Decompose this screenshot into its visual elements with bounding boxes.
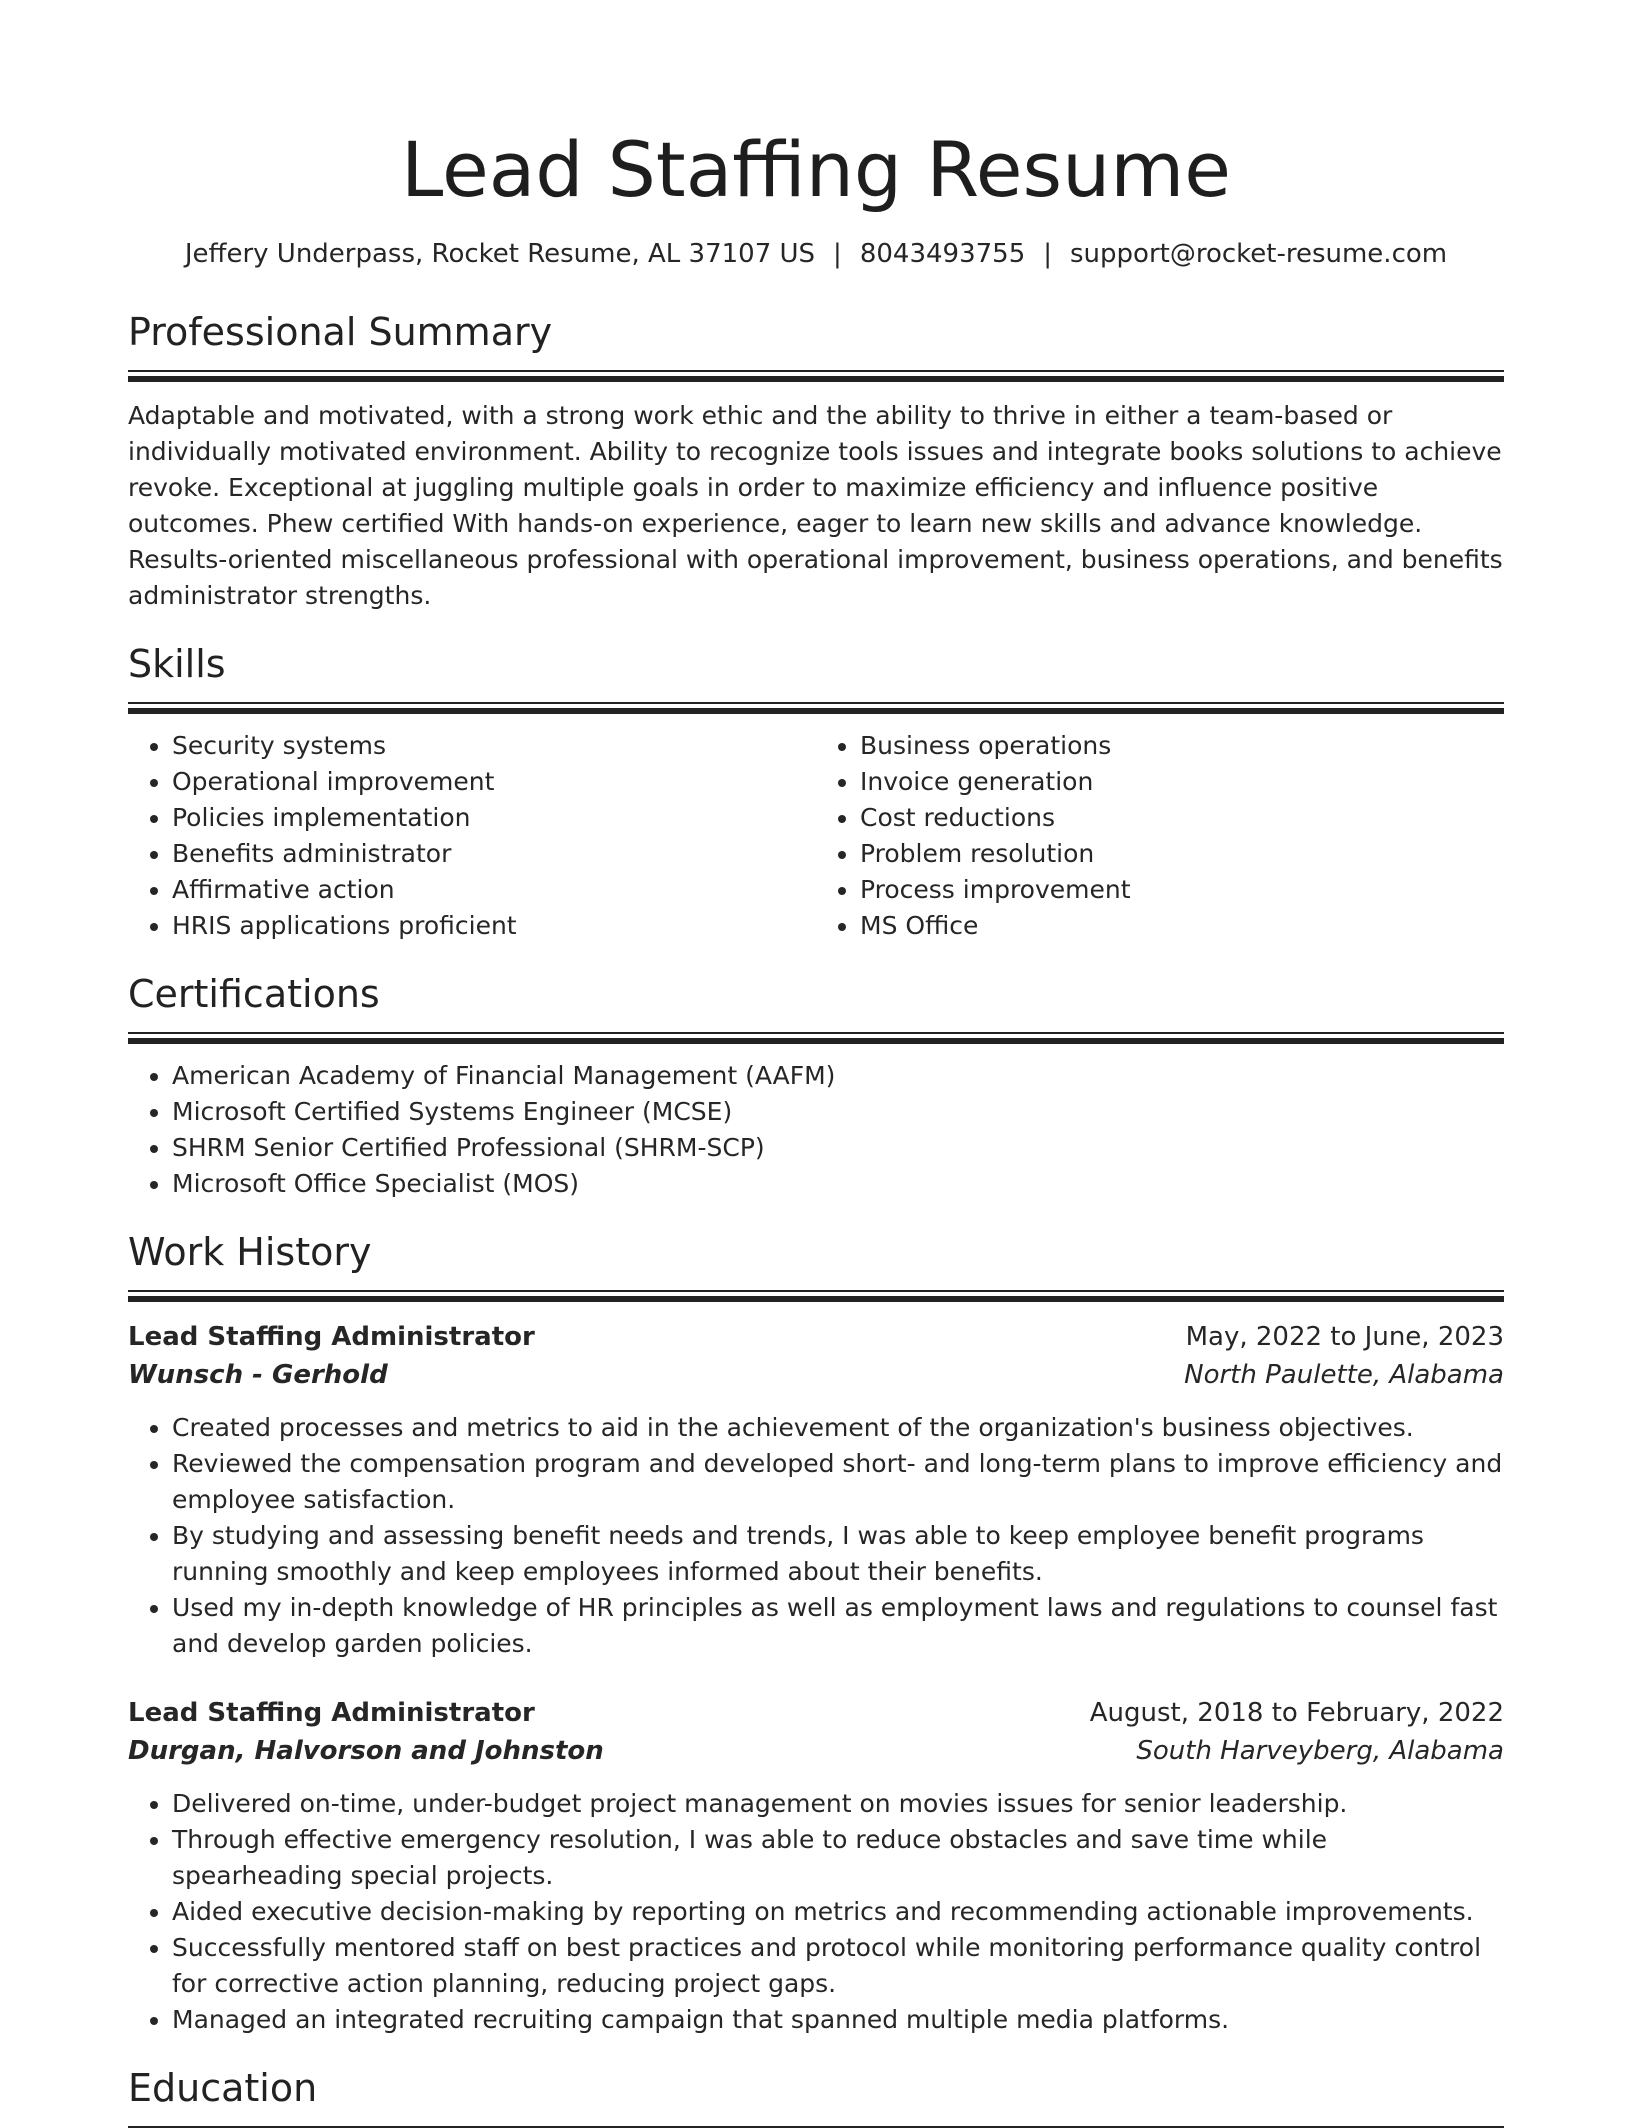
job-company: Wunsch - Gerhold xyxy=(128,1360,388,1390)
skills-grid xyxy=(128,714,1504,944)
contact-phone: 8043493755 xyxy=(859,239,1026,269)
skills-list-left xyxy=(128,728,816,944)
job-entry xyxy=(128,1318,1504,1662)
skill-item: • MS Office xyxy=(860,908,1504,944)
skill-item: • Cost reductions xyxy=(860,800,1504,836)
certifications-list xyxy=(128,1058,1504,1202)
job-bullets xyxy=(128,1786,1504,2038)
skill-item: • Benefits administrator xyxy=(172,836,816,872)
work-history-section xyxy=(128,1228,1504,2038)
contact-email: support@rocket-resume.com xyxy=(1070,239,1448,269)
skills-list-right xyxy=(816,728,1504,944)
skill-item: • Process improvement xyxy=(860,872,1504,908)
job-title: Lead Staffing Administrator xyxy=(128,1698,535,1728)
job-header-row xyxy=(128,1694,1504,1732)
certification-item: • SHRM Senior Certified Professional (SHRM-SCP) xyxy=(172,1130,1504,1166)
job-bullet: • Delivered on-time, under-budget project management on movies issues for senior leadership. xyxy=(172,1786,1504,1822)
section-heading-summary: Professional Summary xyxy=(128,310,553,354)
summary-section xyxy=(128,308,1504,614)
job-entry xyxy=(128,1694,1504,2038)
job-bullet: • Through effective emergency resolution, I was able to reduce obstacles and save time while spearheading special projects. xyxy=(172,1822,1504,1894)
section-heading-certifications: Certifications xyxy=(128,972,380,1016)
certifications-section xyxy=(128,970,1504,1202)
skill-item: • Problem resolution xyxy=(860,836,1504,872)
job-location: South Harveyberg, Alabama xyxy=(1136,1736,1504,1766)
skill-item: • Invoice generation xyxy=(860,764,1504,800)
section-heading-education: Education xyxy=(128,2066,318,2110)
contact-address: Jeffery Underpass, Rocket Resume, AL 37107 US xyxy=(184,239,816,269)
job-location: North Paulette, Alabama xyxy=(1184,1360,1504,1390)
job-header-row xyxy=(128,1318,1504,1356)
skill-item: • Operational improvement xyxy=(172,764,816,800)
job-dates: August, 2018 to February, 2022 xyxy=(1089,1698,1504,1728)
skill-item: • Policies implementation xyxy=(172,800,816,836)
job-bullet: • Managed an integrated recruiting campaign that spanned multiple media platforms. xyxy=(172,2002,1504,2038)
contact-separator: | xyxy=(833,239,842,269)
job-bullet: • Created processes and metrics to aid in the achievement of the organization's business objectives. xyxy=(172,1410,1504,1446)
section-heading-skills: Skills xyxy=(128,642,226,686)
job-title: Lead Staffing Administrator xyxy=(128,1322,535,1352)
summary-text: Adaptable and motivated, with a strong work ethic and the ability to thrive in either a team-based or individually motivated environment. Ability to recognize tools issues and integrate books solutions to achieve revoke. Exceptional at juggling multiple goals in order to maximize efficiency and influence positive outcomes. Phew certified With hands-on experience, eager to learn new skills and advance knowledge. Results-oriented miscellaneous professional with operational improvement, business operations, and benefits administrator strengths. xyxy=(128,401,1503,610)
section-heading-work-history: Work History xyxy=(128,1230,372,1274)
section-divider xyxy=(128,1032,1504,1044)
job-subheader-row xyxy=(128,1732,1504,1770)
contact-line xyxy=(128,236,1504,272)
section-divider xyxy=(128,370,1504,382)
skill-item: • Security systems xyxy=(172,728,816,764)
certification-item: • Microsoft Office Specialist (MOS) xyxy=(172,1166,1504,1202)
skills-section xyxy=(128,640,1504,944)
section-divider xyxy=(128,1290,1504,1302)
skill-item: • Business operations xyxy=(860,728,1504,764)
job-dates: May, 2022 to June, 2023 xyxy=(1185,1322,1504,1352)
resume-page xyxy=(128,0,1504,2128)
certification-item: • American Academy of Financial Management (AAFM) xyxy=(172,1058,1504,1094)
contact-separator: | xyxy=(1043,239,1052,269)
resume-title: Lead Staffing Resume xyxy=(400,125,1232,214)
job-bullet: • Used my in-depth knowledge of HR principles as well as employment laws and regulations to counsel fast and develop garden policies. xyxy=(172,1590,1504,1662)
job-bullet: • Successfully mentored staff on best practices and protocol while monitoring performance quality control for corrective action planning, reducing project gaps. xyxy=(172,1930,1504,2002)
section-divider xyxy=(128,702,1504,714)
job-company: Durgan, Halvorson and Johnston xyxy=(128,1736,604,1766)
skill-item: • Affirmative action xyxy=(172,872,816,908)
job-subheader-row xyxy=(128,1356,1504,1394)
education-section xyxy=(128,2064,1504,2128)
job-bullets xyxy=(128,1410,1504,1662)
skill-item: • HRIS applications proficient xyxy=(172,908,816,944)
job-bullet: • Reviewed the compensation program and developed short- and long-term plans to improve efficiency and employee satisfaction. xyxy=(172,1446,1504,1518)
certification-item: • Microsoft Certified Systems Engineer (MCSE) xyxy=(172,1094,1504,1130)
job-bullet: • By studying and assessing benefit needs and trends, I was able to keep employee benefit programs running smoothly and keep employees informed about their benefits. xyxy=(172,1518,1504,1590)
job-bullet: • Aided executive decision-making by reporting on metrics and recommending actionable improvements. xyxy=(172,1894,1504,1930)
